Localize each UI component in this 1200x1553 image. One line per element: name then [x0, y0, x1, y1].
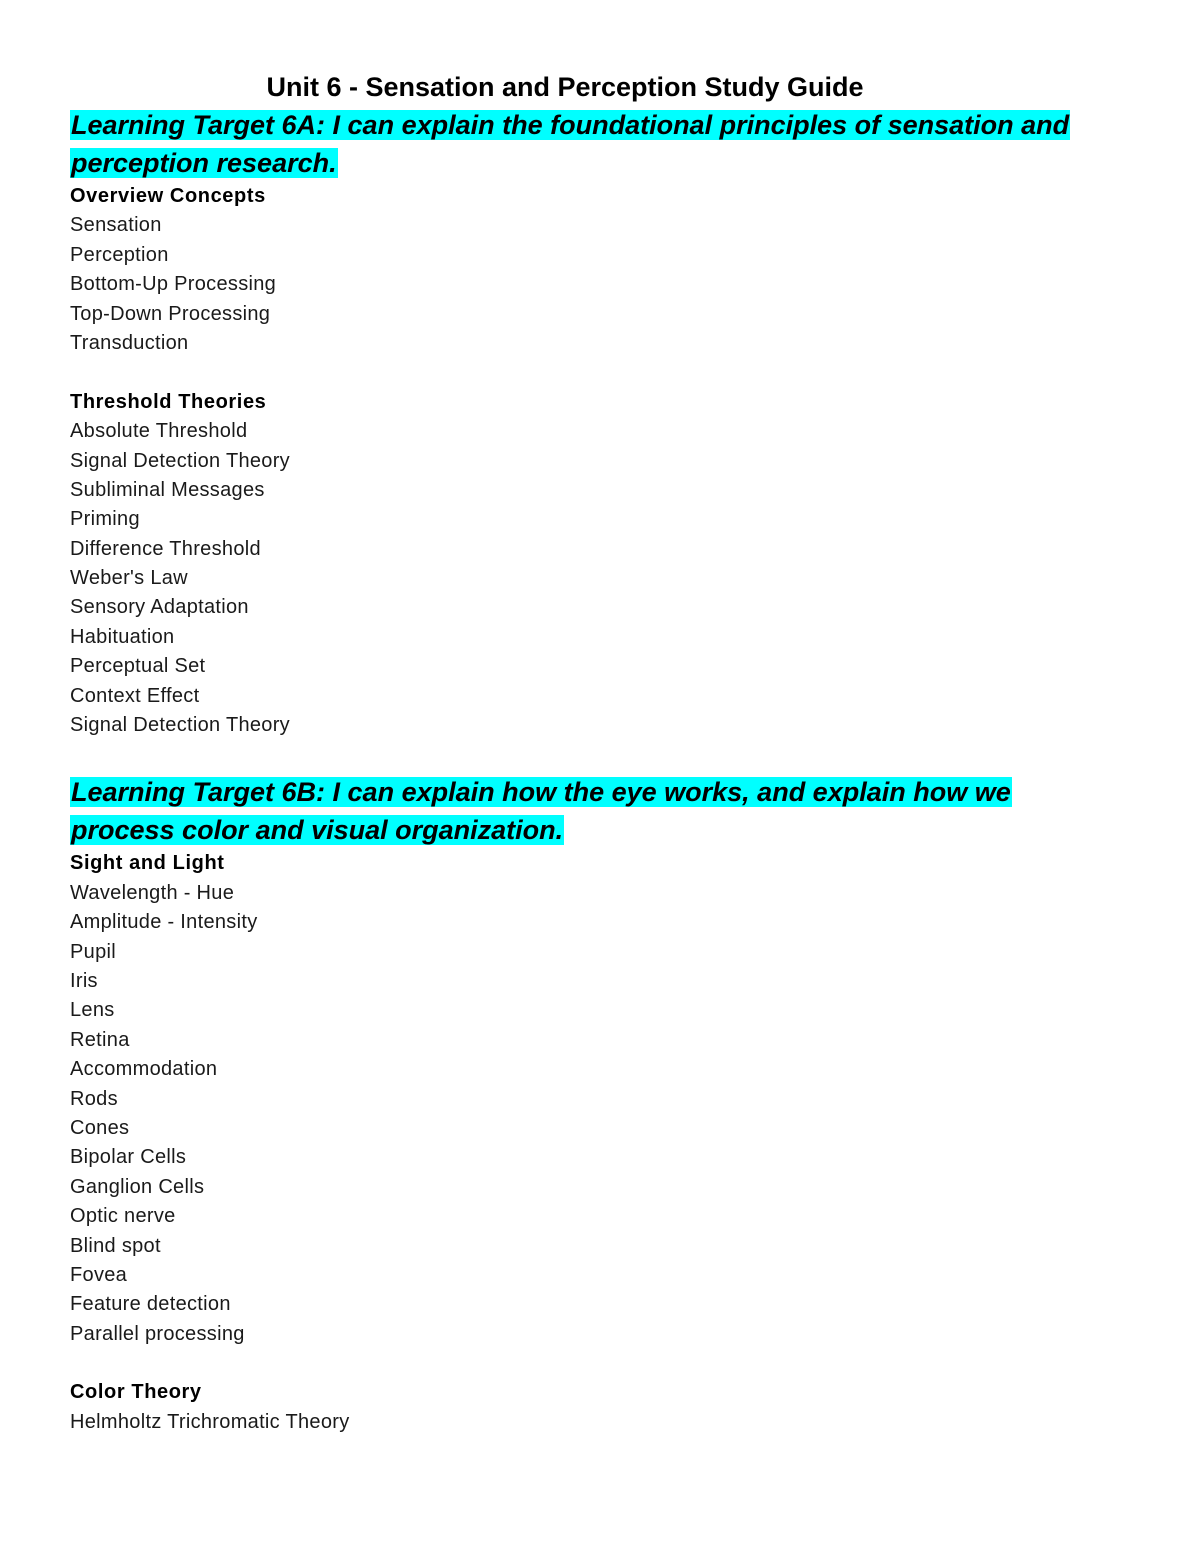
learning-target-6b-text: Learning Target 6B: I can explain how the eye works, and explain how we process color and visual organization. [71, 777, 1011, 846]
list-item: Context Effect [70, 684, 200, 707]
list-item: Feature detection [70, 1293, 231, 1316]
study-guide-page [70, 68, 1130, 1437]
list-item: Wavelength - Hue [70, 881, 235, 904]
blank-line [70, 358, 1130, 387]
list-item: Sensation [70, 214, 162, 237]
section-heading-sight-and-light: Sight and Light [70, 852, 225, 875]
list-item: Bottom-Up Processing [70, 273, 277, 296]
list-item: Helmholtz Trichromatic Theory [70, 1410, 350, 1433]
blank-line [70, 740, 1130, 773]
list-item: Weber's Law [70, 567, 188, 590]
list-item: Sensory Adaptation [70, 596, 249, 619]
list-item: Difference Threshold [70, 537, 261, 560]
list-item: Ganglion Cells [70, 1175, 205, 1198]
list-item: Signal Detection Theory [70, 714, 290, 737]
list-item: Amplitude - Intensity [70, 911, 258, 934]
list-item: Perceptual Set [70, 655, 206, 678]
section-heading-threshold-theories: Threshold Theories [70, 390, 267, 413]
list-item: Lens [70, 999, 115, 1022]
list-item: Subliminal Messages [70, 478, 265, 501]
list-item: Bipolar Cells [70, 1146, 187, 1169]
list-item: Accommodation [70, 1058, 218, 1081]
list-item: Absolute Threshold [70, 420, 248, 443]
list-item: Parallel processing [70, 1322, 245, 1345]
list-item: Priming [70, 508, 140, 531]
list-item: Perception [70, 243, 169, 266]
document-title [0, 68, 1130, 106]
list-item: Pupil [70, 940, 116, 963]
list-item: Habituation [70, 625, 175, 648]
threshold-theories-list [70, 417, 1130, 740]
sight-and-light-list [70, 879, 1130, 1349]
color-theory-list [70, 1408, 1130, 1437]
section-heading-color-theory: Color Theory [70, 1381, 202, 1404]
learning-target-6a [70, 106, 1100, 182]
list-item: Iris [70, 969, 98, 992]
list-item: Fovea [70, 1263, 128, 1286]
list-item: Rods [70, 1087, 118, 1110]
learning-target-6a-text: Learning Target 6A: I can explain the foundational principles of sensation and perception research. [71, 110, 1070, 178]
document-title-text: Unit 6 - Sensation and Perception Study Guide [266, 72, 864, 102]
learning-target-6b [70, 773, 1100, 849]
list-item: Signal Detection Theory [70, 449, 290, 472]
list-item: Top-Down Processing [70, 302, 271, 325]
list-item: Retina [70, 1028, 130, 1051]
blank-line [70, 1349, 1130, 1378]
list-item: Optic nerve [70, 1205, 176, 1228]
section-heading-overview-concepts: Overview Concepts [70, 185, 266, 207]
overview-concepts-list [70, 211, 1130, 358]
list-item: Cones [70, 1116, 130, 1139]
list-item: Blind spot [70, 1234, 161, 1257]
list-item: Transduction [70, 331, 189, 354]
